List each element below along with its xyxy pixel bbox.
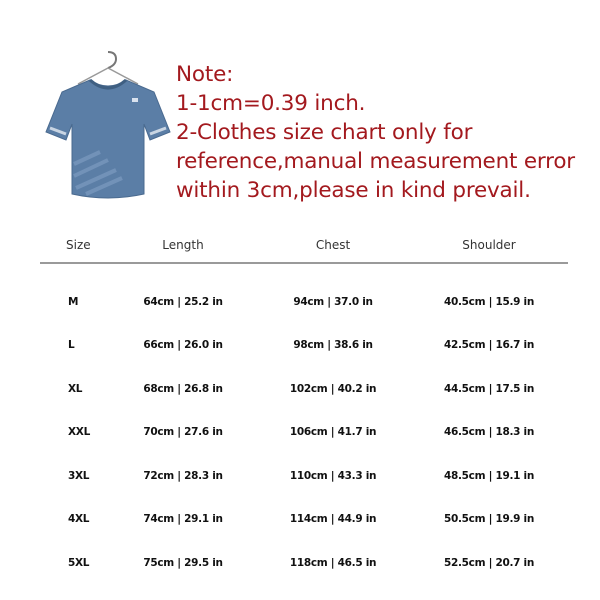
chest-cell: 118cm | 46.5 in [289,556,377,569]
table-row [40,498,568,542]
shoulder-cell: 48.5cm | 19.1 in [443,469,535,482]
table-row [40,411,568,455]
tshirt-icon [38,44,178,204]
length-cell: 75cm | 29.5 in [143,556,223,569]
size-cell: 4XL [68,513,90,526]
shoulder-cell: 52.5cm | 20.7 in [443,556,535,569]
header-shoulder: Shoulder [462,238,516,252]
table-row [40,454,568,498]
shoulder-cell: 46.5cm | 18.3 in [443,426,535,439]
table-header [40,228,568,264]
shoulder-cell: 42.5cm | 16.7 in [443,339,535,352]
note-line-4: within 3cm,please in kind prevail. [176,178,531,203]
shoulder-cell: 44.5cm | 17.5 in [443,382,535,395]
table-row [40,367,568,411]
size-cell: XL [68,382,83,395]
header-chest: Chest [315,238,351,252]
shoulder-cell: 40.5cm | 15.9 in [443,295,535,308]
chest-cell: 106cm | 41.7 in [289,426,377,439]
length-cell: 72cm | 28.3 in [143,469,223,482]
header-length: Length [162,238,204,252]
chest-cell: 94cm | 37.0 in [293,295,373,308]
chest-cell: 98cm | 38.6 in [293,339,373,352]
table-row [40,324,568,368]
note-line-1: 1-1cm=0.39 inch. [176,91,366,116]
note-line-3: reference,manual measurement error [176,149,575,174]
size-table [40,228,568,585]
note-line-2: 2-Clothes size chart only for [176,120,473,145]
size-cell: L [68,339,75,352]
size-cell: XXL [68,426,90,439]
note-block [176,60,586,205]
length-cell: 64cm | 25.2 in [143,295,223,308]
shoulder-cell: 50.5cm | 19.9 in [443,513,535,526]
table-row [40,280,568,324]
length-cell: 70cm | 27.6 in [143,426,223,439]
note-title: Note: [176,62,234,87]
product-image [38,44,178,204]
chest-cell: 114cm | 44.9 in [289,513,377,526]
header-size: Size [66,238,91,252]
length-cell: 66cm | 26.0 in [143,339,223,352]
length-cell: 74cm | 29.1 in [143,513,223,526]
length-cell: 68cm | 26.8 in [143,382,223,395]
chest-cell: 102cm | 40.2 in [289,382,377,395]
table-row [40,541,568,585]
size-cell: 3XL [68,469,90,482]
chest-cell: 110cm | 43.3 in [289,469,377,482]
size-cell: 5XL [68,556,90,569]
size-cell: M [68,295,79,308]
